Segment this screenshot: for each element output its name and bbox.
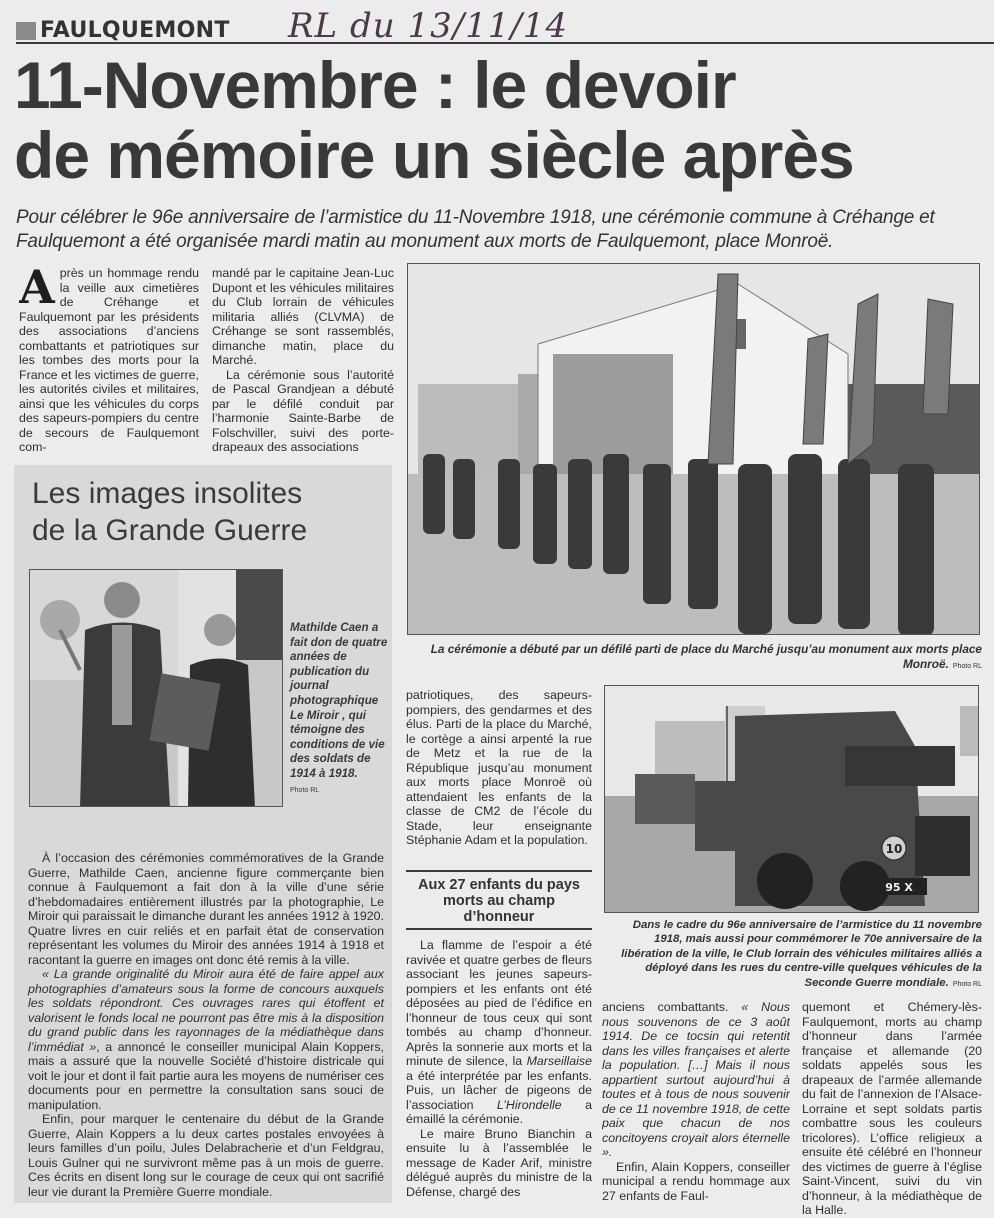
headline-line-2: de mémoire un siècle après xyxy=(14,118,854,192)
photo-parade-caption xyxy=(404,642,982,674)
sidebar-title-line-2: de la Grande Guerre xyxy=(32,514,308,547)
intro-text-1: près un hommage rendu la veille aux cimetières de Créhange et Faulquemont par les présidents des associations d’anciens combattants et patriotiques sur les tombes des morts pour la France et les victimes de guerre, les autorités civiles et militaires, ainsi que les véhicules du corps des sapeurs-pompiers du centre de secours de Faulquemont com- xyxy=(19,266,199,454)
middle-column-bottom xyxy=(406,938,592,1218)
sidebar-body xyxy=(28,851,384,1199)
sidebar-quote: « La grande originalité du Miroir aura été de faire appel aux photographies d’amateurs sous la forme de concours auxquels les soldats répondront. Ces ouvrages rares qui étoffent et valorisent le fonds local ne pourront pas être mis à la disposition du grand public dans les rayonnages de la médiathèque dans l’immédiat » xyxy=(28,967,384,1054)
photo-credit: Photo RL xyxy=(952,980,982,988)
middle-column-top xyxy=(406,688,592,864)
photo-credit: Photo RL xyxy=(290,786,320,794)
drop-cap: A xyxy=(19,266,55,314)
sidebar-paragraph-2 xyxy=(28,967,384,1112)
caption-text: Dans le cadre du 96e anniversaire de l’armistice du 11 novembre 1918, mais aussi pour commémorer le 70e anniversaire de la libération de la ville, le Club lorrain des véhicules militaires alliés a déployé dans les rues du centre-ville quelques véhicules de la Seconde Guerre mondiale. xyxy=(621,919,982,989)
headline-line-1: 11-Novembre : le devoir xyxy=(14,48,736,122)
photo-donation-illustration xyxy=(30,570,283,807)
intro-paragraph-2b: La cérémonie sous l’autorité de Pascal Grandjean a débuté par le défilé conduit par l’harmonie Sainte-Barbe de Folschviller, suivi des porte-drapeaux des associations xyxy=(212,367,394,454)
middle-paragraph-3: Le maire Bruno Bianchin a ensuite lu à l’assemblée le message de Kader Arif, ministre délégué auprès du ministre de la Défense, chargé des xyxy=(406,1126,592,1199)
text-run: La flamme de l’espoir a été ravivée et quatre gerbes de fleurs associant les jeunes sapeurs-pompiers et les enfants ont été déposées au pied de l’édifice en l’honneur de tous ceux qui sont tombés au champ d’honneur. Après la sonnerie aux morts et la minute de silence, la xyxy=(406,938,592,1068)
sidebar-title-line-1: Les images insolites xyxy=(32,477,303,510)
photo-military-vehicles-illustration xyxy=(605,686,979,913)
photo-parade xyxy=(407,263,980,635)
article-lede: Pour célébrer le 96e anniversaire de l’armistice du 11-Novembre 1918, une cérémonie commune à Créhange et Faulquemont a été organisée mardi matin au monument aux morts de Faulquemont, place Monroë. xyxy=(16,207,935,252)
photo-military-vehicles xyxy=(604,685,979,913)
caption-text: La cérémonie a débuté par un défilé parti de place du Marché jusqu’au monument aux morts place Monroë. xyxy=(430,642,982,671)
photo-donation xyxy=(29,569,283,807)
minister-quote: « Nous nous souvenons de ce 3 août 1914. De ce tocsin qui retentit dans les villes françaises et alerte la population. […] Mais il nous appartient surtout aujourd’hui à toutes et à tous de nous souvenir de ce 11 novembre 1918, de cette paix que chacun de nos concitoyens croyait alors éternelle ». xyxy=(602,1000,790,1159)
middle-paragraph-1: patriotiques, des sapeurs-pompiers, des gendarmes et des élus. Parti de la place du Marché, le cortège a ainsi arpenté la rue de Metz et la rue de la République jusqu’au monument aux morts place Monroë où attendaient les enfants de la classe de CM2 de l’école du Stade, leur enseignante Stéphanie Adam et la population. xyxy=(406,688,592,847)
sidebar-title xyxy=(32,475,307,549)
photo-parade-illustration xyxy=(408,264,980,635)
column-3 xyxy=(602,1000,790,1218)
photo-credit: Photo RL xyxy=(952,663,982,670)
caption-text: Mathilde Caen a fait don de quatre années de publication du journal photographique Le Miroir , qui témoigne des conditions de vie des soldats de 1914 à 1918. xyxy=(290,621,388,780)
column-3-paragraph-1 xyxy=(602,1000,790,1160)
photo-military-vehicles-caption xyxy=(604,918,982,992)
italic-hirondelle: L’Hirondelle xyxy=(496,1097,562,1112)
section-rubric xyxy=(16,6,994,46)
convoy-number: 10 xyxy=(885,842,903,856)
intro-column-2 xyxy=(212,266,394,456)
license-plate: 95 X xyxy=(885,881,913,894)
intro-paragraph-2a: mandé par le capitaine Jean-Luc Dupont et les véhicules militaires du Club lorrain de véhicules militaria alliés (CLVMA) de Créhange se sont rassemblés, dimanche matin, place du Marché. xyxy=(212,266,394,367)
text-run: anciens combattants. xyxy=(602,1000,742,1014)
intro-column-1 xyxy=(19,266,199,456)
sidebar-paragraph-1: À l’occasion des cérémonies commémoratives de la Grande Guerre, Mathilde Caen, ancienne figure commerçante bien connue à Faulquemont a fait don à la ville d’une série d’hebdomadaires entièrement illustrés par la photographie, Le Miroir qui paraissait le dimanche durant les années 1912 à 1920. Quatre livres en cuir reliés et en parfait état de conservation représentant les volumes du Miroir des années 1914 à 1918 et racontant la guerre en images ont donc été remis à la ville. xyxy=(28,851,384,967)
column-4-paragraph-1: quemont et Chémery-lès-Faulquemont, morts au champ d’honneur dans l’armée française et allemande (20 soldats appelés sous les drapeaux de l’armée allemande du fait de l’annexion de l’Alsace-Lorraine et sept soldats partis combattre sous les couleurs tricolores). L’office religieux a ensuite été célébré en l’honneur des victimes de guerre à l’église Saint-Vincent, suivi du vin d’honneur, à la médiathèque de la Halle. xyxy=(802,1000,982,1217)
middle-paragraph-2 xyxy=(406,938,592,1127)
handwritten-annotation: RL du 13/11/14 xyxy=(288,6,569,46)
photo-donation-caption xyxy=(290,621,390,798)
sidebar-paragraph-3: Enfin, pour marquer le centenaire du début de la Grande Guerre, Alain Koppers a lu deux cartes postales envoyées à leurs familles d’un poilu, Jules Delabracherie et d’un Feldgrau, Louis Gulner qui ne survivront même pas à un mois de guerre. Ces écrits en disent long sur le courage de ceux qui ont sacrifié leur vie durant la Première Guerre mondiale. xyxy=(28,1112,384,1199)
rubric-square-marker xyxy=(16,22,36,40)
article-headline xyxy=(14,50,989,190)
column-3-paragraph-2: Enfin, Alain Koppers, conseiller municipal a rendu hommage aux 27 enfants de Faul- xyxy=(602,1159,790,1203)
italic-marseillaise: Marseillaise xyxy=(526,1054,592,1068)
column-4 xyxy=(802,1000,982,1218)
text-run: a été interprétée par les enfants. Puis, un lâcher de pigeons de l’association xyxy=(406,1068,592,1112)
subheading: Aux 27 enfants du pays morts au champ d’honneur xyxy=(406,870,592,930)
sidebar-box xyxy=(14,465,392,1203)
text-run: a émaillé la cérémonie. xyxy=(406,1097,592,1126)
sidebar-paragraph-2-rest: , a annoncé le conseiller municipal Alain Koppers, mais a assuré que la nouvelle Société d’histoire districale qui voit le jour et dont il fait partie aura les moyens de numériser ces documents pour en permettre la consultation sans souci de manipulation. xyxy=(28,1039,384,1112)
section-name: FAULQUEMONT xyxy=(40,18,230,43)
